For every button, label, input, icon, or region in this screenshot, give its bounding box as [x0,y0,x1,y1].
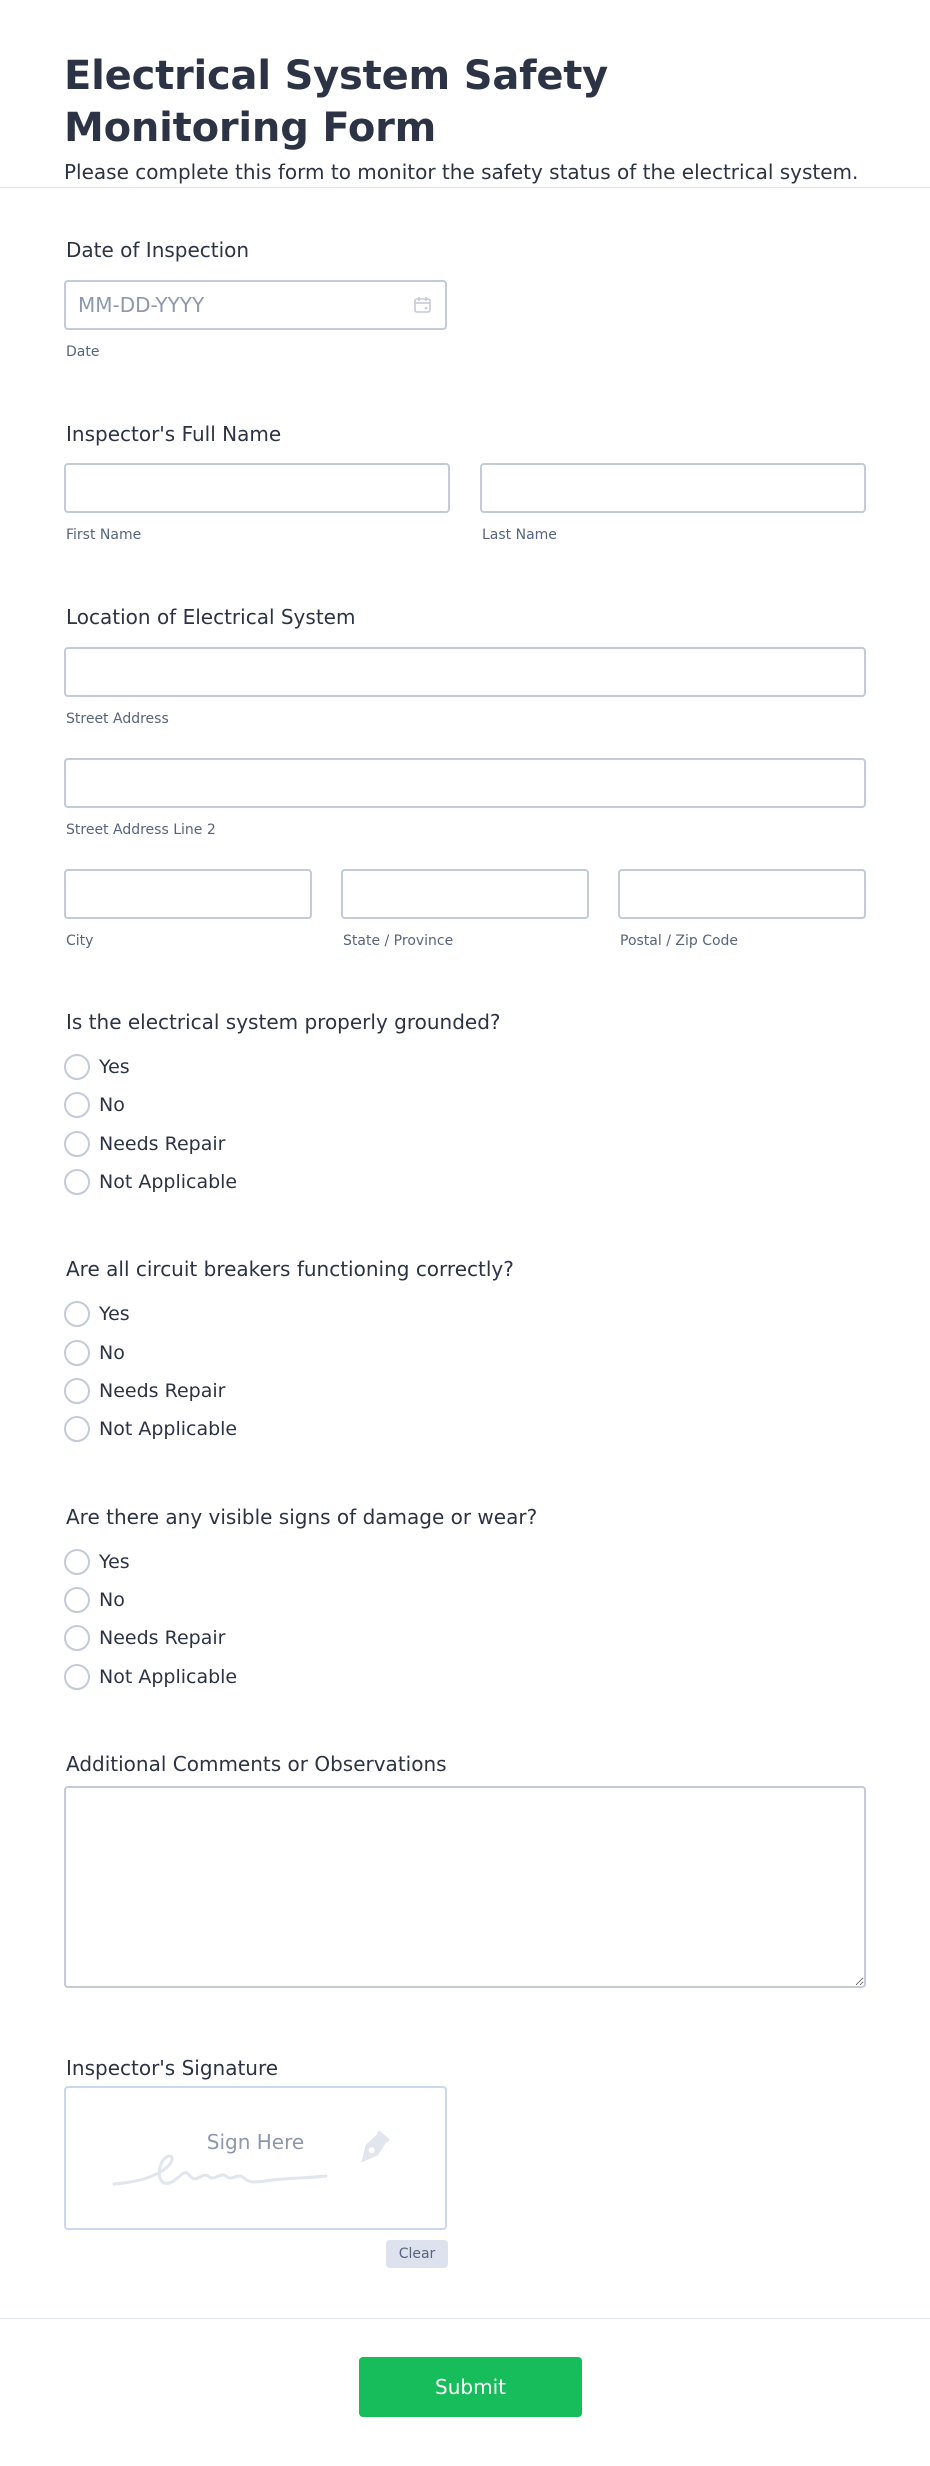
option-label: Needs Repair [99,1133,226,1155]
postal-code-sublabel: Postal / Zip Code [620,933,739,949]
date-section [64,236,866,376]
state-sublabel: State / Province [343,933,454,949]
grounding-option-not-applicable[interactable] [64,1168,237,1196]
damage-question [64,1503,866,1693]
radio-button[interactable] [64,1416,90,1442]
radio-button[interactable] [64,1340,90,1366]
street-address-line2-input[interactable] [64,758,866,808]
radio-button[interactable] [64,1054,90,1080]
radio-button[interactable] [64,1625,90,1651]
signature-section [64,2054,866,2274]
submit-button[interactable]: Submit [359,2357,582,2417]
city-input[interactable] [64,869,312,919]
form-footer [0,2318,930,2466]
damage-option-needs-repair[interactable] [64,1624,225,1652]
street-address-sublabel: Street Address [66,711,169,727]
grounding-question-label: Is the electrical system properly grounded? [66,1010,501,1034]
grounding-question [64,1008,866,1198]
damage-option-not-applicable[interactable] [64,1663,237,1691]
breakers-question [64,1255,866,1445]
option-label: Yes [99,1551,130,1573]
radio-button[interactable] [64,1664,90,1690]
radio-button[interactable] [64,1169,90,1195]
option-label: Not Applicable [99,1171,238,1193]
date-sublabel: Date [66,344,100,360]
radio-button[interactable] [64,1587,90,1613]
grounding-option-yes[interactable] [64,1053,130,1081]
damage-question-label: Are there any visible signs of damage or wear? [66,1505,538,1529]
signature-label: Inspector's Signature [66,2056,279,2080]
first-name-input[interactable] [64,463,450,513]
option-label: Yes [99,1303,130,1325]
calendar-icon[interactable] [413,295,433,315]
name-section [64,420,866,560]
clear-signature-button[interactable]: Clear [386,2240,448,2268]
name-label: Inspector's Full Name [66,422,282,446]
radio-button[interactable] [64,1131,90,1157]
breakers-option-not-applicable[interactable] [64,1415,237,1443]
last-name-input[interactable] [480,463,866,513]
radio-button[interactable] [64,1549,90,1575]
breakers-question-label: Are all circuit breakers functioning correctly? [66,1257,514,1281]
option-label: Needs Repair [99,1627,226,1649]
grounding-option-no[interactable] [64,1091,125,1119]
option-label: No [99,1342,125,1364]
option-label: Needs Repair [99,1380,226,1402]
location-section [64,603,866,963]
damage-option-no[interactable] [64,1586,125,1614]
option-label: Not Applicable [99,1418,238,1440]
pen-nib-icon [348,2128,394,2174]
comments-label: Additional Comments or Observations [66,1752,447,1776]
date-input[interactable] [64,280,447,330]
last-name-sublabel: Last Name [482,527,557,543]
comments-section [64,1750,866,2000]
option-label: No [99,1094,125,1116]
form-title: Electrical System Safety Monitoring Form [64,53,609,151]
radio-button[interactable] [64,1301,90,1327]
option-label: Not Applicable [99,1666,238,1688]
state-input[interactable] [341,869,589,919]
breakers-option-no[interactable] [64,1339,125,1367]
street-address-line2-sublabel: Street Address Line 2 [66,822,216,838]
signature-pad[interactable] [64,2086,447,2230]
breakers-option-yes[interactable] [64,1300,130,1328]
radio-button[interactable] [64,1378,90,1404]
date-label: Date of Inspection [66,238,250,262]
option-label: Yes [99,1056,130,1078]
city-sublabel: City [66,933,94,949]
damage-option-yes[interactable] [64,1548,130,1576]
date-placeholder: MM-DD-YYYY [78,293,205,317]
signature-placeholder: Sign Here [206,2130,305,2154]
postal-code-input[interactable] [618,869,866,919]
grounding-option-needs-repair[interactable] [64,1130,225,1158]
comments-textarea[interactable] [64,1786,866,1988]
street-address-input[interactable] [64,647,866,697]
first-name-sublabel: First Name [66,527,142,543]
location-label: Location of Electrical System [66,605,356,629]
option-label: No [99,1589,125,1611]
form-header [0,0,930,188]
form-subtitle: Please complete this form to monitor the safety status of the electrical system. [64,160,859,184]
radio-button[interactable] [64,1092,90,1118]
breakers-option-needs-repair[interactable] [64,1377,225,1405]
